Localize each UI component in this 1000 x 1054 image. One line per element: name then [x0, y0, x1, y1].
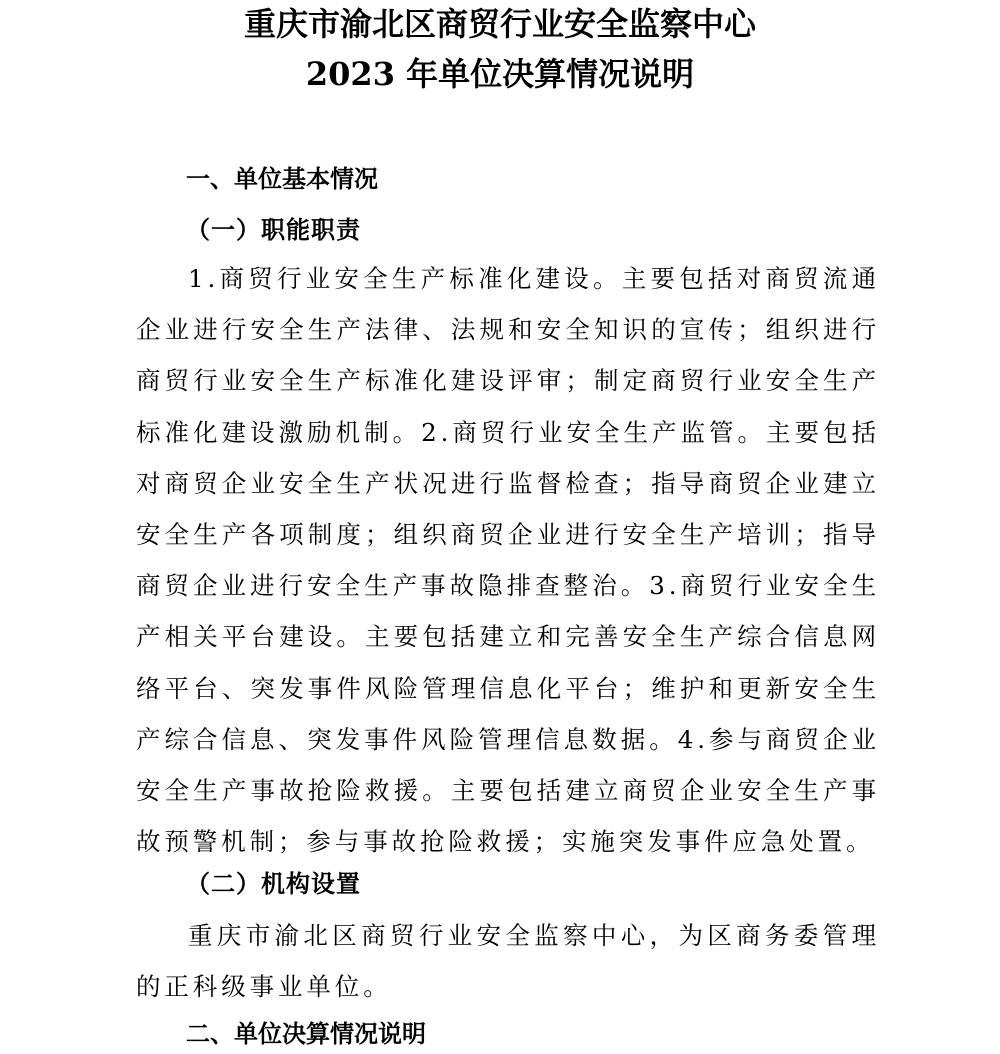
subsection-heading-duties: （一）职能职责 — [186, 215, 361, 244]
section-heading-basic-info: 一、单位基本情况 — [186, 165, 378, 193]
subsection-heading-organization: （二）机构设置 — [186, 869, 361, 898]
document-title-line2: 2023 年单位决算情况说明 — [305, 55, 695, 93]
section-heading-final-accounts: 二、单位决算情况说明 — [186, 1020, 426, 1048]
organization-paragraph: 重庆市渝北区商贸行业安全监察中心，为区商务委管理的正科级事业单位。 — [136, 921, 880, 1002]
document-title-line1: 重庆市渝北区商贸行业安全监察中心 — [243, 5, 756, 43]
duties-paragraph: 1.商贸行业安全生产标准化建设。主要包括对商贸流通企业进行安全生产法律、法规和安全知识的宣传；组织进行商贸行业安全生产标准化建设评审；制定商贸行业安全生产标准化建设激励机制。2.商贸行业安全生产监管。主要包括对商贸企业安全生产状况进行监督检查；指导商贸企业建立安全生产各项制度；组织商贸企业进行安全生产培训；指导商贸企业进行安全生产事故隐排查整治。3.商贸行业安全生产相关平台建设。主要包括建立和完善安全生产综合信息网络平台、突发事件风险管理信息化平台；维护和更新安全生产综合信息、突发事件风险管理信息数据。4.参与商贸企业安全生产事故抢险救援。主要包括建立商贸企业安全生产事故预警机制；参与事故抢险救援；实施突发事件应急处置。 — [136, 264, 880, 857]
